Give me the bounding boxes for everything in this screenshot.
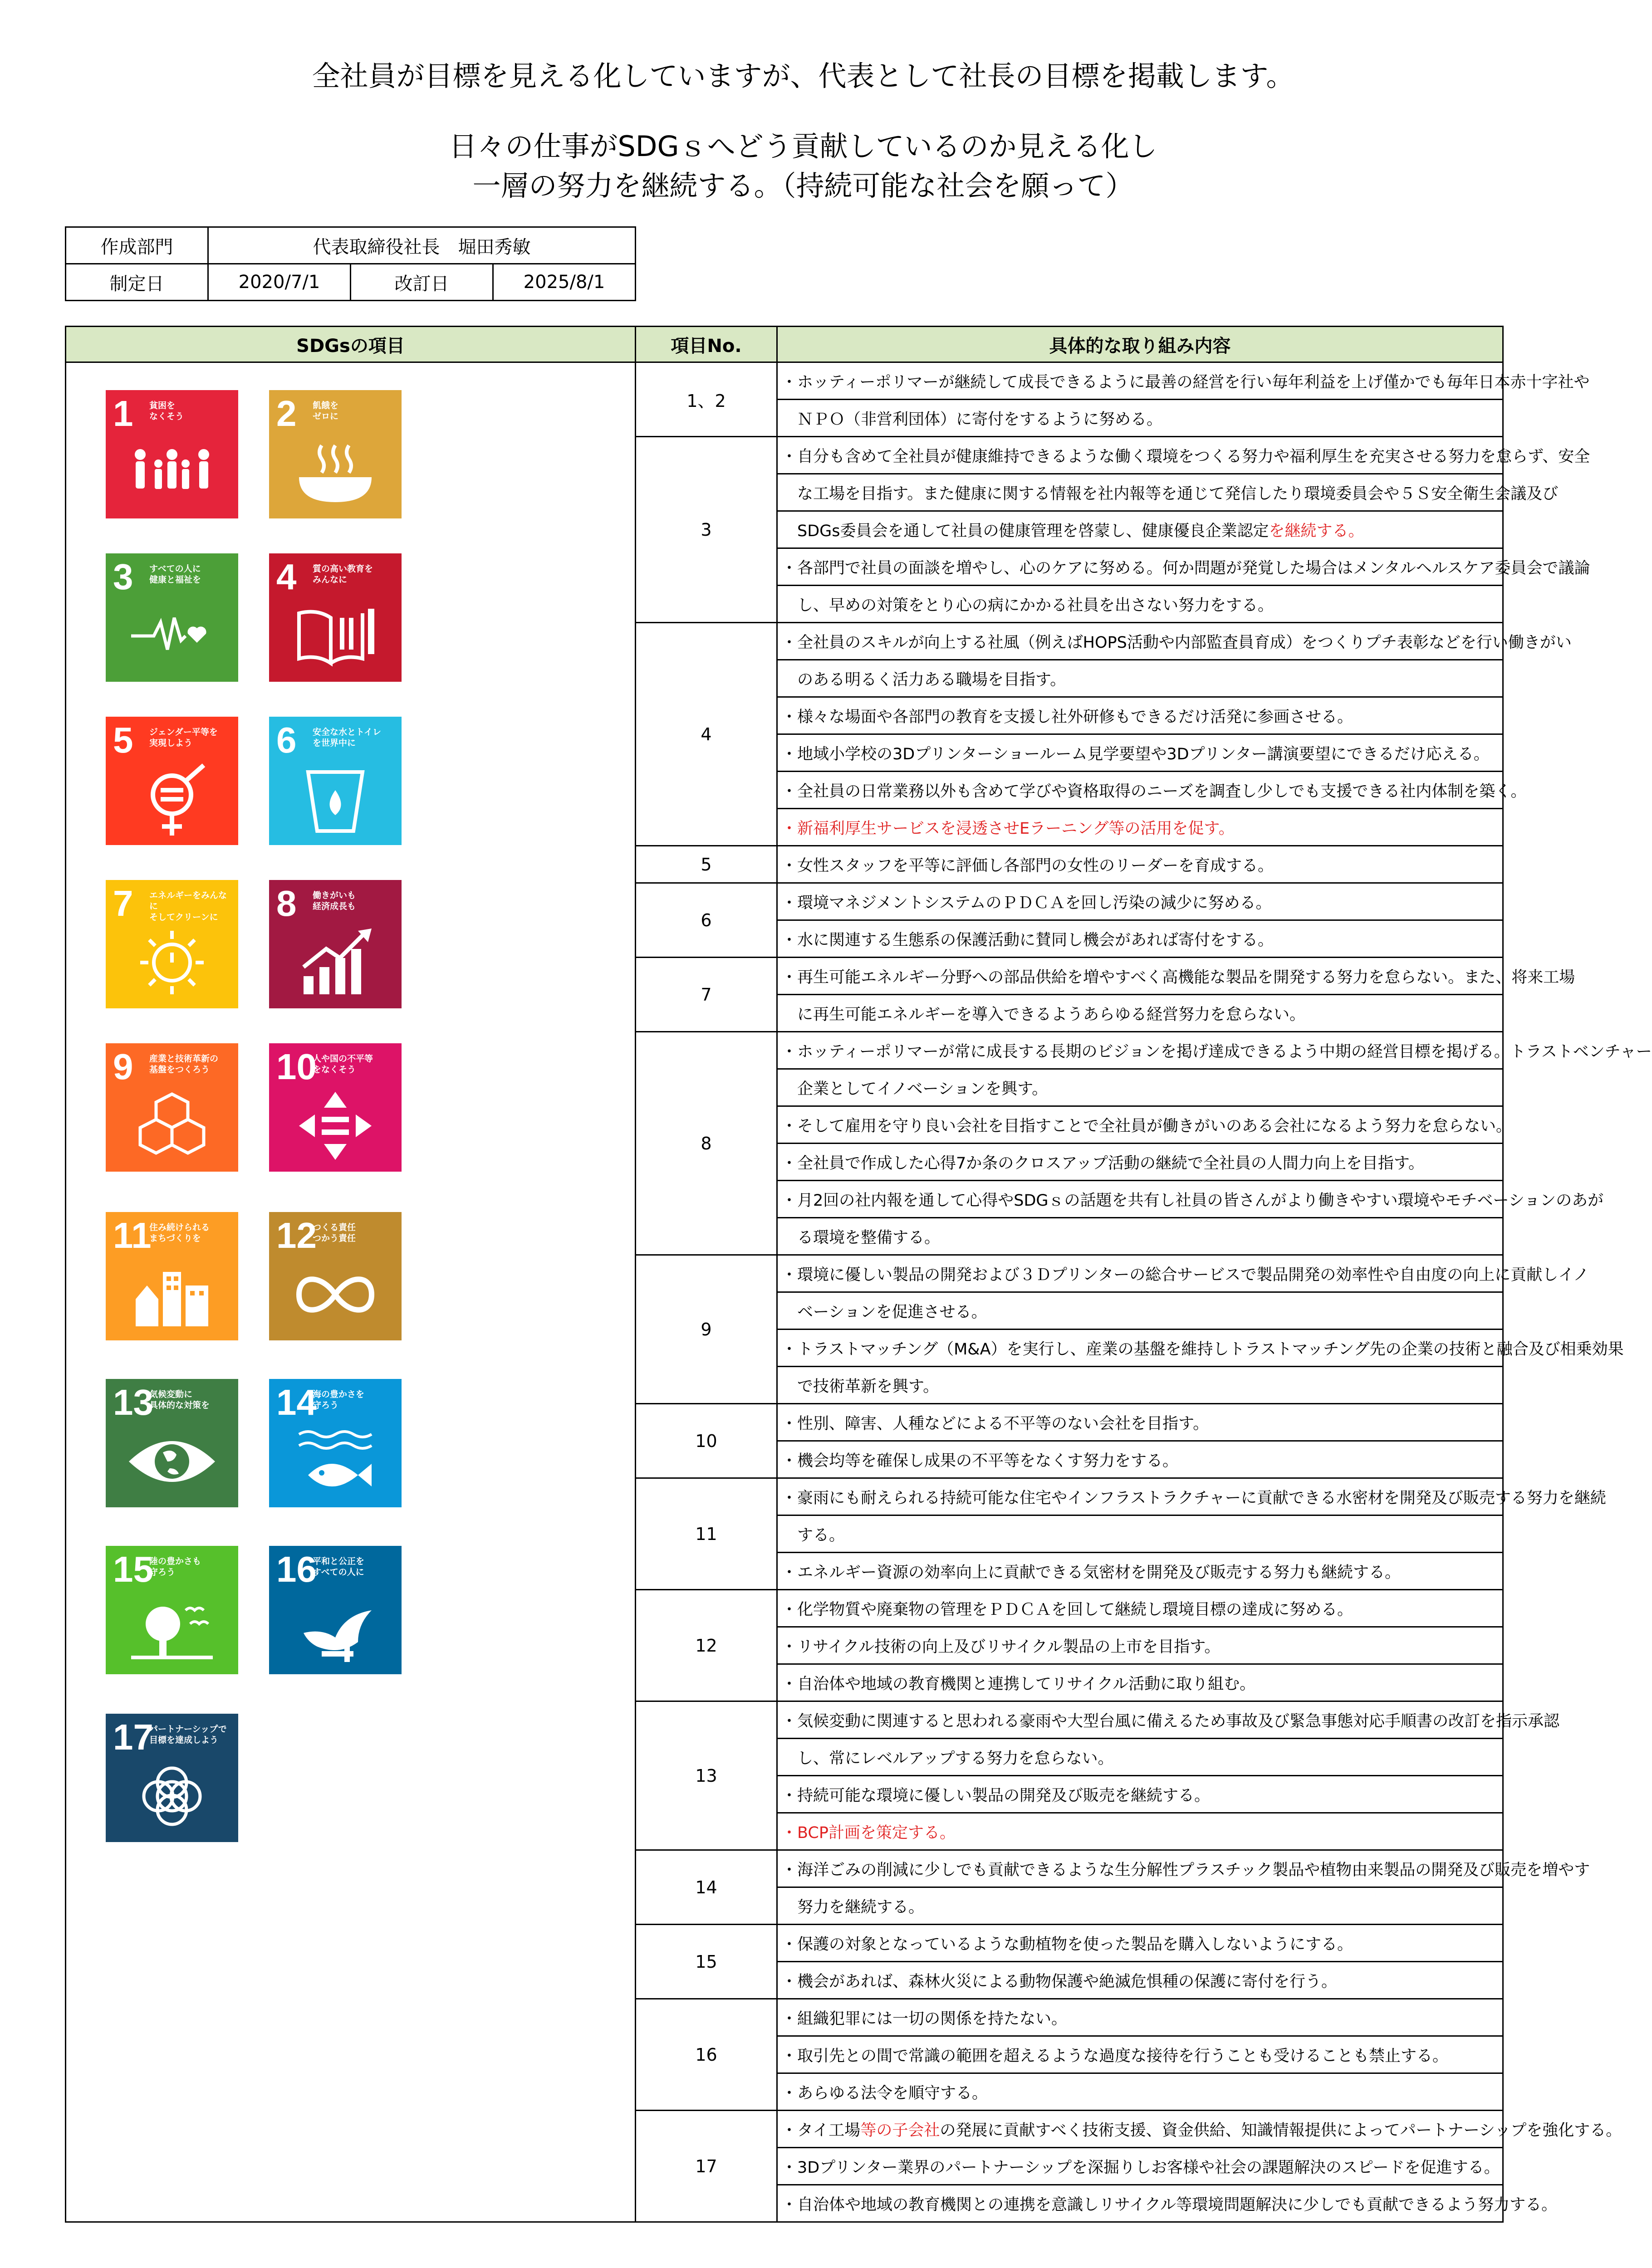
item-number: 10 (636, 1404, 777, 1478)
initiative-text (777, 2111, 1622, 2148)
initiative-text (777, 1069, 1503, 1106)
sdg-goal-1-tile (106, 390, 238, 518)
initiative-text-part: ・全社員のスキルが向上する社風（例えばHOPS活動や内部監査員育成）をつくりプチ表彰などを行い働きがい (781, 633, 1572, 652)
initiative-text-part: ・化学物質や廃棄物の管理をＰＤＣＡを回して継続し環境目標の達成に努める。 (781, 1600, 1353, 1619)
sdg-goal-11-tile (106, 1212, 238, 1340)
item-number: 6 (636, 883, 777, 958)
sdg-goal-label: 陸の豊かさも 守ろう (149, 1556, 201, 1577)
initiative-text-part: ・エネルギー資源の効率向上に貢献できる気密材を開発及び販売する努力も継続する。 (781, 1563, 1401, 1582)
initiative-text (777, 809, 1503, 846)
sdg-goal-number: 11 (113, 1215, 152, 1256)
sdg-goal-number: 7 (113, 883, 133, 924)
sdg-goal-number: 6 (276, 720, 297, 760)
table-row (66, 362, 1503, 400)
sdgs-table (65, 326, 1652, 2223)
sdg-goal-4-tile (269, 553, 402, 682)
city-icon (127, 1258, 217, 1331)
cubes-icon (127, 1090, 217, 1162)
initiative-text-part: ・機会均等を確保し成果の不平等をなくす努力をする。 (781, 1452, 1179, 1470)
item-number: 17 (636, 2111, 777, 2222)
rings-icon (127, 1760, 217, 1833)
sdg-goal-number: 9 (113, 1046, 133, 1087)
initiative-text-highlight: 等の子会社 (860, 2121, 940, 2140)
item-number: 9 (636, 1255, 777, 1404)
sdg-goal-number: 2 (276, 393, 297, 434)
sdg-goal-label: 貧困を なくそう (149, 401, 184, 421)
sdg-goal-number: 12 (276, 1215, 317, 1256)
sdg-goal-14-tile (269, 1379, 402, 1507)
sdg-goal-number: 10 (276, 1046, 317, 1087)
dept-value: 代表取締役社長 堀田秀敏 (208, 227, 636, 264)
initiative-text (777, 2185, 1558, 2222)
sdg-goal-label: つくる責任 つかう責任 (313, 1222, 356, 1243)
item-number: 12 (636, 1590, 777, 1701)
initiative-text (777, 437, 1590, 474)
item-number: 13 (636, 1701, 777, 1850)
created-value: 2020/7/1 (208, 264, 351, 301)
initiative-text-part: ・水に関連する生態系の保護活動に賛同し機会があれば寄付をする。 (781, 931, 1274, 949)
initiative-text (777, 1925, 1503, 1962)
initiative-text-part: ・取引先との間で常識の範囲を超えるような過度な接待を行うことも受けることも禁止する。 (781, 2047, 1449, 2065)
item-number: 1、2 (636, 362, 777, 437)
sdg-goal-label: すべての人に 健康と福祉を (149, 564, 201, 585)
family-icon (127, 436, 217, 509)
initiative-text (777, 1404, 1503, 1441)
initiative-text-part: ・自治体や地域の教育機関と連携してリサイクル活動に取り組む。 (781, 1675, 1256, 1693)
created-label: 制定日 (66, 264, 208, 301)
item-number: 8 (636, 1032, 777, 1255)
initiative-text (777, 1032, 1652, 1069)
initiative-text-part: 努力を継続する。 (781, 1898, 925, 1916)
sdg-goal-label: 質の高い教育を みんなに (313, 564, 373, 585)
sdg-goal-label: 産業と技術革新の 基盤をつくろう (149, 1054, 219, 1075)
document-info-table (65, 226, 636, 301)
sdg-goal-15-tile (106, 1546, 238, 1674)
item-number: 7 (636, 958, 777, 1032)
initiative-text-part: ・組織犯罪には一切の関係を持たない。 (781, 2009, 1068, 2028)
sdg-goal-label: エネルギーをみんなに そしてクリーンに (149, 890, 227, 922)
sdg-goal-10-tile (269, 1043, 402, 1172)
sdg-goal-label: パートナーシップで 目標を達成しよう (149, 1724, 227, 1745)
sdg-goal-number: 8 (276, 883, 297, 924)
revised-label: 改訂日 (351, 264, 493, 301)
gender-icon (127, 763, 217, 836)
initiative-text-part: ・環境マネジメントシステムのＰＤＣＡを回し汚染の減少に努める。 (781, 894, 1272, 912)
header-content: 具体的な取り組み内容 (777, 327, 1503, 362)
subtitle-line-2: 一層の努力を継続する。（持続可能な社会を願って） (472, 169, 1134, 202)
initiative-text (777, 1664, 1503, 1701)
initiative-text-part: ・そして雇用を守り良い会社を目指すことで全社員が働きがいのある会社になるよう努力を怠らない。 (781, 1117, 1512, 1135)
initiative-text-highlight: ・新福利厚生サービスを浸透させEラーニング等の活用を促す。 (781, 819, 1235, 838)
initiative-text (777, 1106, 1512, 1144)
initiative-text (777, 1887, 1503, 1925)
initiative-text-part: ・トラストマッチング（M&A）を実行し、産業の基盤を維持しトラストマッチング先の企業の技術と融合及び相乗効果 (781, 1340, 1624, 1359)
sdg-goal-13-tile (106, 1379, 238, 1507)
initiative-text-part: ・全社員で作成した心得7か条のクロスアップ活動の継続で全社員の人間力向上を目指す。 (781, 1154, 1425, 1173)
infinity-icon (290, 1258, 381, 1331)
initiative-text-part: ・機会があれば、森林火災による動物保護や絶滅危惧種の保護に寄付を行う。 (781, 1972, 1338, 1991)
initiative-text-part: ・ホッティーポリマーが常に成長する長期のビジョンを掲げ達成できるよう中期の経営目標を掲げる。トラストベンチャー (781, 1042, 1652, 1061)
initiative-text (777, 2073, 1503, 2111)
sdg-goal-number: 15 (113, 1549, 153, 1589)
initiative-text (777, 920, 1503, 958)
initiative-text-part: ・自治体や地域の教育機関との連携を意識しリサイクル等環境問題解決に少しでも貢献できるよう努力する。 (781, 2195, 1558, 2214)
header-sdg-items: SDGsの項目 (66, 327, 636, 362)
initiative-text-part: し、常にレベルアップする努力を怠らない。 (781, 1749, 1114, 1768)
initiative-text (777, 1590, 1503, 1627)
item-number: 14 (636, 1850, 777, 1925)
sdg-goal-label: 飢餓を ゼロに (313, 401, 339, 421)
initiative-text (777, 400, 1503, 437)
initiative-text (777, 1441, 1503, 1478)
sun-power-icon (127, 926, 217, 999)
dove-icon (290, 1592, 381, 1665)
growth-chart-icon (290, 926, 381, 999)
sdg-goal-5-tile (106, 717, 238, 845)
sdg-goal-label: 働きがいも 経済成長も (313, 890, 356, 911)
initiative-text-part: ・再生可能エネルギー分野への部品供給を増やすべく高機能な製品を開発する努力を怠らない。また、将来工場 (781, 968, 1575, 987)
initiative-text (777, 660, 1503, 697)
initiative-text (777, 1701, 1560, 1739)
sdg-goal-number: 3 (113, 557, 133, 597)
initiative-text-part: 企業としてイノベーションを興す。 (781, 1080, 1048, 1098)
initiative-text (777, 883, 1503, 920)
initiative-text-part: で技術革新を興す。 (781, 1377, 939, 1396)
initiative-text (777, 1478, 1606, 1515)
sdg-goal-label: 安全な水とトイレ を世界中に (313, 727, 382, 748)
initiative-text-part: し、早めの対策をとり心の病にかかる社員を出さない努力をする。 (781, 596, 1274, 615)
initiative-text (777, 2148, 1503, 2185)
sdg-goal-label: 住み続けられる まちづくりを (149, 1222, 210, 1243)
sdg-icons-cell (66, 362, 636, 2222)
sdg-goal-3-tile (106, 553, 238, 682)
initiative-text-part: ・月2回の社内報を通して心得やSDGｓの話題を共有し社員の皆さんがより働きやすい環境やモチベーションのあが (781, 1191, 1604, 1210)
initiative-text (777, 1627, 1503, 1664)
initiative-text-part: な工場を目指す。また健康に関する情報を社内報等を通じて発信したり環境委員会や５Ｓ安全衛生会議及び (781, 484, 1559, 503)
initiative-text-part: ・女性スタッフを平等に評価し各部門の女性のリーダーを育成する。 (781, 856, 1274, 875)
initiative-text (777, 362, 1590, 400)
header-item-no: 項目No. (636, 327, 777, 362)
item-number: 16 (636, 1999, 777, 2111)
initiative-text-part: のある明るく活力ある職場を目指す。 (781, 670, 1066, 689)
sdg-goal-label: 平和と公正を すべての人に (313, 1556, 365, 1577)
sdg-goal-number: 14 (276, 1382, 317, 1422)
initiative-text-part: ・3Dプリンター業界のパートナーシップを深掘りしお客様や社会の課題解決のスピードを促進する。 (781, 2158, 1500, 2177)
sdg-goal-number: 13 (113, 1382, 153, 1422)
fish-icon (290, 1425, 381, 1498)
initiative-text-part: ・あらゆる法令を順守する。 (781, 2084, 988, 2102)
initiative-text-part: ・保護の対象となっているような動植物を使った製品を購入しないようにする。 (781, 1935, 1353, 1954)
initiative-text-part: ・各部門で社員の面談を増やし、心のケアに努める。何か問題が発覚した場合はメンタルヘルスケア委員会で議論 (781, 559, 1590, 577)
item-number: 4 (636, 623, 777, 846)
initiative-text (777, 474, 1559, 511)
initiative-text (777, 1962, 1503, 1999)
initiative-text-part: ・豪雨にも耐えられる持続可能な住宅やインフラストラクチャーに貢献できる水密材を開発及び販売する努力を継続 (781, 1489, 1606, 1507)
initiative-text (777, 734, 1503, 772)
water-icon (290, 763, 381, 836)
sdg-goal-label: 海の豊かさを 守ろう (313, 1389, 365, 1410)
initiative-text (777, 511, 1503, 548)
initiative-text (777, 1776, 1503, 1813)
sdg-goal-number: 5 (113, 720, 133, 760)
sdg-goal-8-tile (269, 880, 402, 1008)
initiative-text-part: ・タイ工場 (781, 2121, 861, 2140)
sdg-goal-number: 1 (113, 393, 133, 434)
initiative-text (777, 1850, 1590, 1887)
initiative-text-part: SDGs委員会を通して社員の健康管理を啓蒙し、健康優良企業認定 (781, 522, 1269, 540)
initiative-text (777, 995, 1503, 1032)
item-number: 11 (636, 1478, 777, 1590)
initiative-text-part: ・気候変動に関連すると思われる豪雨や大型台風に備えるため事故及び緊急事態対応手順書の改訂を指示承認 (781, 1712, 1560, 1730)
initiative-text (777, 1813, 1503, 1850)
initiative-text (777, 1739, 1503, 1776)
initiative-text (777, 846, 1503, 883)
initiative-text-part: ・様々な場面や各部門の教育を支援し社外研修もできるだけ活発に参画させる。 (781, 708, 1353, 726)
sdg-goal-7-tile (106, 880, 238, 1008)
sdg-goal-9-tile (106, 1043, 238, 1172)
sdg-goal-12-tile (269, 1212, 402, 1340)
initiative-text-part: ・海洋ごみの削減に少しでも貢献できるような生分解性プラスチック製品や植物由来製品の開発及び販売を増やす (781, 1861, 1590, 1879)
initiative-text-part: ・全社員の日常業務以外も含めて学びや資格取得のニーズを調査し少しでも支援できる社内体制を築く。 (781, 782, 1527, 801)
initiative-text (777, 1367, 1503, 1404)
initiative-text (777, 1144, 1503, 1181)
initiative-text-part: る環境を整備する。 (781, 1228, 941, 1247)
initiative-text-part: する。 (781, 1526, 845, 1545)
subtitle-line-1: 日々の仕事がSDGｓへどう貢献しているのか見える化し (449, 130, 1157, 163)
initiative-text-part: ・環境に優しい製品の開発および３Ｄプリンターの総合サービスで製品開発の効率性や自由度の向上に貢献しイノ (781, 1266, 1589, 1284)
dept-label: 作成部門 (66, 227, 208, 264)
initiative-text (777, 1999, 1503, 2036)
initiative-text-part: ・リサイクル技術の向上及びリサイクル製品の上市を目指す。 (781, 1637, 1221, 1656)
sdg-goal-label: 人や国の不平等 をなくそう (313, 1054, 373, 1075)
item-number: 3 (636, 437, 777, 623)
initiative-text-part: ・ホッティーポリマーが継続して成長できるように最善の経営を行い毎年利益を上げ僅かでも毎年日本赤十字社や (781, 373, 1590, 391)
initiative-text (777, 772, 1527, 809)
sdg-goal-6-tile (269, 717, 402, 845)
initiative-text (777, 586, 1503, 623)
initiative-text-part: ・自分も含めて全社員が健康維持できるような働く環境をつくる努力や福利厚生を充実させる努力を怠らず、安全 (781, 447, 1590, 466)
initiative-text-part: に再生可能エネルギーを導入できるようあらゆる経営努力を怠らない。 (781, 1005, 1306, 1024)
initiative-text (777, 697, 1503, 734)
initiative-text-part: ・性別、障害、人種などによる不平等のない会社を目指す。 (781, 1414, 1209, 1433)
sdg-goal-2-tile (269, 390, 402, 518)
book-icon (290, 600, 381, 672)
revised-value: 2025/8/1 (493, 264, 636, 301)
sdg-goal-number: 4 (276, 557, 297, 597)
tree-icon (127, 1592, 217, 1665)
initiative-text (777, 2036, 1503, 2073)
bowl-icon (290, 436, 381, 509)
initiative-text-part: ベーションを促進させる。 (781, 1303, 987, 1321)
sdg-goal-label: ジェンダー平等を 実現しよう (149, 727, 218, 748)
initiative-text-part: ・持続可能な環境に優しい製品の開発及び販売を継続する。 (781, 1786, 1211, 1805)
initiative-text-highlight: を継続する。 (1269, 522, 1364, 540)
sdg-goal-number: 16 (276, 1549, 317, 1589)
item-number: 15 (636, 1925, 777, 1999)
initiative-text (777, 548, 1590, 586)
initiative-text-part: の発展に貢献すべく技術支援、資金供給、知識情報提供によってパートナーシップを強化する。 (940, 2121, 1622, 2140)
initiative-text (777, 1181, 1604, 1218)
item-number: 5 (636, 846, 777, 883)
initiative-text (777, 958, 1575, 995)
sdg-goal-number: 17 (113, 1717, 153, 1757)
initiative-text-part: ＮＰＯ（非営利団体）に寄付をするように努める。 (781, 410, 1163, 429)
initiative-text (777, 1255, 1589, 1292)
sdg-goal-17-tile (106, 1714, 238, 1842)
eye-globe-icon (127, 1425, 217, 1498)
sdg-goal-16-tile (269, 1546, 402, 1674)
initiative-text-highlight: ・BCP計画を策定する。 (781, 1823, 956, 1842)
initiative-text (777, 1553, 1503, 1590)
initiative-text (777, 1292, 1503, 1330)
initiative-text (777, 1218, 1503, 1255)
initiative-text (777, 1515, 1503, 1553)
initiative-text-part: ・地域小学校の3Dプリンターショールーム見学要望や3Dプリンター講演要望にできるだけ応える。 (781, 745, 1490, 763)
initiative-text (777, 623, 1572, 660)
equality-icon (290, 1090, 381, 1162)
sdg-goal-label: 気候変動に 具体的な対策を (149, 1389, 210, 1410)
heartbeat-icon (127, 600, 217, 672)
initiative-text (777, 1330, 1624, 1367)
page-title: 全社員が目標を見える化していますが、代表として社長の目標を掲載します。 (312, 59, 1294, 93)
